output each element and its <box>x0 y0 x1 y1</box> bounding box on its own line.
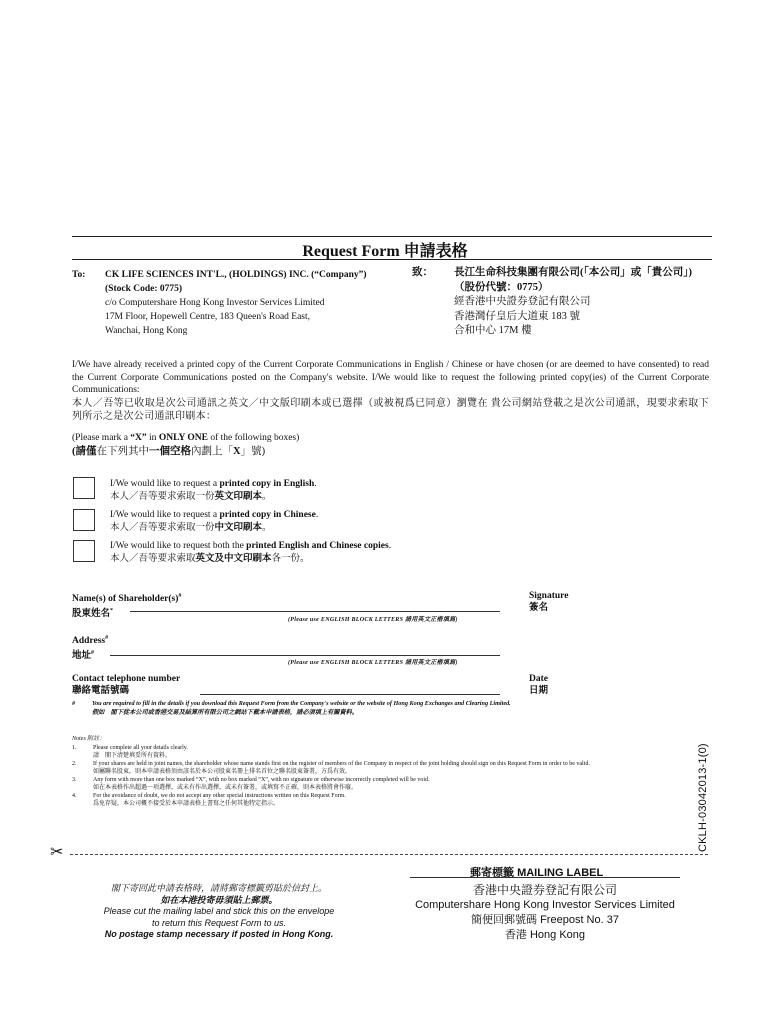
mailing-instructions <box>94 883 344 941</box>
note-en: For the avoidance of doubt, we do not accept any other special instructions written on this Request Form. <box>93 793 346 799</box>
address-line-1: c/o Computershare Hong Kong Investor Services Limited <box>105 298 325 308</box>
address-en: Address <box>72 636 106 647</box>
form-code: CKLH-03042013-1(0) <box>697 743 709 852</box>
mailing-city: 香港 Hong Kong <box>504 929 586 941</box>
notes-section <box>72 735 682 808</box>
option-text-bold: 英文印刷本 <box>214 491 263 502</box>
block-letters-hint: (Please use ENGLISH BLOCK LETTERS 請用英文正楷填寫) <box>288 617 458 623</box>
footnote-mark: # <box>72 700 76 707</box>
option-en-text <box>110 478 670 491</box>
option-text-part: . <box>315 510 319 520</box>
note-item <box>72 776 682 792</box>
option-text-part: 。 <box>262 491 272 502</box>
address-cn: 地址 <box>72 651 92 662</box>
note-number: 2. <box>72 761 77 767</box>
phone-label-en: Contact telephone number <box>72 674 181 684</box>
marking-instruction-cn <box>72 445 672 458</box>
to-label-cn: 致： <box>412 267 433 278</box>
block-letters-hint: (Please use ENGLISH BLOCK LETTERS 請用英文正楷填寫) <box>288 660 458 666</box>
download-footnote <box>72 699 692 717</box>
note-number: 1. <box>72 745 77 751</box>
mailing-instruction-cn-2: 如在本港投寄毋須貼上郵票。 <box>160 894 278 905</box>
option-en-text <box>110 540 670 553</box>
hash-mark: # <box>91 650 95 657</box>
option-en-text <box>110 509 670 522</box>
option-both-copies <box>110 540 670 565</box>
mailing-address <box>410 883 680 943</box>
shareholder-name-label-en <box>72 590 372 605</box>
title-bottom-rule <box>72 259 712 260</box>
mark-cn-part: 」號) <box>240 446 266 457</box>
option-chinese-copy <box>110 509 670 534</box>
address-input[interactable] <box>110 654 500 656</box>
signature-label <box>529 590 649 614</box>
stock-code-cn: （股份代號：0775） <box>454 281 549 293</box>
option-cn-text <box>110 553 670 566</box>
address-line-1-cn: 經香港中央證券登記有限公司 <box>454 296 591 307</box>
shareholder-en: Name(s) of Shareholder(s) <box>72 594 179 605</box>
footnote-en: You are required to fill in the details if you download this Request Form from the Company's website or the website of Hong Kong Exchanges and Clearing Limited. <box>92 700 511 707</box>
mark-cn-x: X <box>233 446 241 457</box>
marking-instructions <box>72 432 672 458</box>
option-text-bold: 英文及中文印刷本 <box>195 553 272 564</box>
hash-mark: # <box>178 593 182 599</box>
scissors-icon: ✂ <box>50 844 64 861</box>
note-item <box>72 792 682 808</box>
option-text-bold: 中文印刷本 <box>214 522 263 533</box>
mark-en-part: (Please mark a <box>72 433 131 443</box>
form-title: Request Form 申請表格 <box>302 243 468 260</box>
intro-text-en: I/We have already received a printed copy of the Current Corporate Communications in English / Chinese or have chosen (or are deemed to have consented) to read the Current Corporate Communications posted on the Company's website. I/We would like to request the following printed copy(ies) of the Current Corporate Communications: <box>72 360 709 395</box>
notes-heading: Notes 附註： <box>72 736 106 742</box>
hash-mark: # <box>105 635 109 641</box>
signature-label-cn: 簽名 <box>529 603 549 613</box>
mark-en-only-one: ONLY ONE <box>158 433 208 443</box>
note-item <box>72 760 682 776</box>
shareholder-name-label-cn: 股東姓名* <box>72 608 114 620</box>
note-en: Any form with more than one box marked “X”, with no box marked “X”, with no signature or otherwise incorrectly completed will be void. <box>93 777 430 783</box>
mark-cn-part: 在下列其中 <box>96 446 149 457</box>
signature-label-en: Signature <box>529 591 569 601</box>
note-en: Please complete all your details clearly. <box>93 745 188 751</box>
address-line-3: Wanchai, Hong Kong <box>105 326 188 336</box>
company-name-en: CK LIFE SCIENCES INT'L., (HOLDINGS) INC. (“Company”) <box>105 270 367 280</box>
shareholder-name-input[interactable] <box>130 610 500 612</box>
note-cn: 爲免存疑，本公司概不接受於本申請表格上書寫之任何其他特定指示。 <box>93 801 280 807</box>
mailing-instruction-en-1: Please cut the mailing label and stick this on the envelope <box>103 906 335 916</box>
mark-cn-one-box: 一個空格 <box>149 446 191 457</box>
option-english-copy <box>110 478 670 503</box>
mailing-addressee-cn: 香港中央證券登記有限公司 <box>472 883 617 897</box>
option-text-part: 本人／吾等要求索取 <box>110 553 196 564</box>
mailing-instruction-en-3: No postage stamp necessary if posted in Hong Kong. <box>104 929 334 939</box>
option-text-part: . <box>314 479 317 489</box>
note-cn: 如在本表格作出超過一項選擇，或未有作出選擇，或未有簽署，或填寫不正確，則本表格將會作廢。 <box>93 785 358 791</box>
mailing-instruction-en-2: to return this Request Form to us. <box>151 917 287 928</box>
option-cn-text <box>110 491 670 504</box>
option-text-bold: printed copy in Chinese <box>219 510 316 520</box>
note-item <box>72 744 682 760</box>
address-label-en <box>72 632 372 647</box>
date-label-cn: 日期 <box>529 686 549 696</box>
stock-code-en: (Stock Code: 0775) <box>105 284 183 294</box>
mailing-title-cn: 郵寄標籤 <box>470 867 514 879</box>
title-top-rule <box>72 236 712 237</box>
option-text-part: I/We would like to request both the <box>110 541 247 551</box>
intro-text-cn: 本人／吾等已收取是次公司通訊之英文／中文版印刷本或已選擇（或被視爲已同意）瀏覽在 貴公司網站登載之是次公司通訊，現要求索取下列所示之是次公司通訊印刷本： <box>72 397 709 422</box>
intro-paragraph <box>72 359 709 423</box>
to-label: To: <box>72 270 86 280</box>
option-text-part: I/We would like to request a <box>110 479 220 489</box>
option-text-part: . <box>388 541 392 551</box>
mark-en-x: “X” <box>130 433 147 443</box>
phone-label-cn: 聯絡電話號碼 <box>72 686 130 696</box>
mark-en-part: in <box>146 433 159 443</box>
date-label-en: Date <box>529 674 548 684</box>
marking-instruction-en <box>72 432 672 445</box>
address-line-2: 17M Floor, Hopewell Centre, 183 Queen's Road East, <box>105 312 311 322</box>
cut-line <box>70 854 708 855</box>
option-text-part: 各一份。 <box>271 553 310 564</box>
note-number: 3. <box>72 777 77 783</box>
shareholder-cn: 股東姓名 <box>72 609 111 620</box>
date-label <box>529 673 649 697</box>
option-text-bold: printed English and Chinese copies <box>246 541 389 551</box>
phone-input[interactable] <box>200 693 500 695</box>
checkbox-both-copies[interactable] <box>73 540 95 562</box>
address-line-2-cn: 香港灣仔皇后大道東 183 號 <box>454 310 580 322</box>
option-text-part: 。 <box>262 522 272 533</box>
mailing-title-en: MAILING LABEL <box>517 867 604 879</box>
option-text-bold: printed copy in English <box>219 479 315 489</box>
option-text-part: I/We would like to request a <box>110 510 220 520</box>
footnote-cn: 假如 閣下從本公司或香港交易及結算所有限公司之網站下載本申請表格，請必須填上有關資料。 <box>92 709 359 716</box>
checkbox-english-copy[interactable] <box>73 477 95 499</box>
note-number: 4. <box>72 793 77 799</box>
option-text-part: 本人／吾等要求索取一份 <box>110 491 215 502</box>
mark-cn-part: (請僅 <box>72 446 97 457</box>
mailing-freepost: 簡便回郵號碼 Freepost No. 37 <box>471 914 619 926</box>
option-text-part: 本人／吾等要求索取一份 <box>110 522 215 533</box>
option-cn-text <box>110 522 670 535</box>
checkbox-chinese-copy[interactable] <box>73 509 95 531</box>
mark-cn-part: 內劃上「 <box>191 446 233 457</box>
mailing-addressee-en: Computershare Hong Kong Investor Services Limited <box>415 899 675 911</box>
note-en: If your shares are held in joint names, the shareholder whose name stands first on the register of members of the Company in respect of the joint holding should sign on this Request Form in order to be valid. <box>93 761 590 767</box>
mark-en-part: of the following boxes) <box>208 433 300 443</box>
mailing-instruction-cn-1: 閣下寄回此申請表格時，請將郵寄標籤剪貼於信封上。 <box>110 883 327 893</box>
company-name-cn: 長江生命科技集團有限公司(「本公司」或「貴公司」) <box>454 267 692 278</box>
note-cn: 如屬聯名股東，則本申請表格須由該名於本公司股東名冊上排名首位之聯名股東簽署，方爲有效。 <box>93 769 352 775</box>
note-cn: 請 閣下清楚填妥所有資料。 <box>93 753 172 759</box>
address-line-3-cn: 合和中心 17M 樓 <box>454 325 532 336</box>
mailing-title-rule <box>410 877 680 878</box>
